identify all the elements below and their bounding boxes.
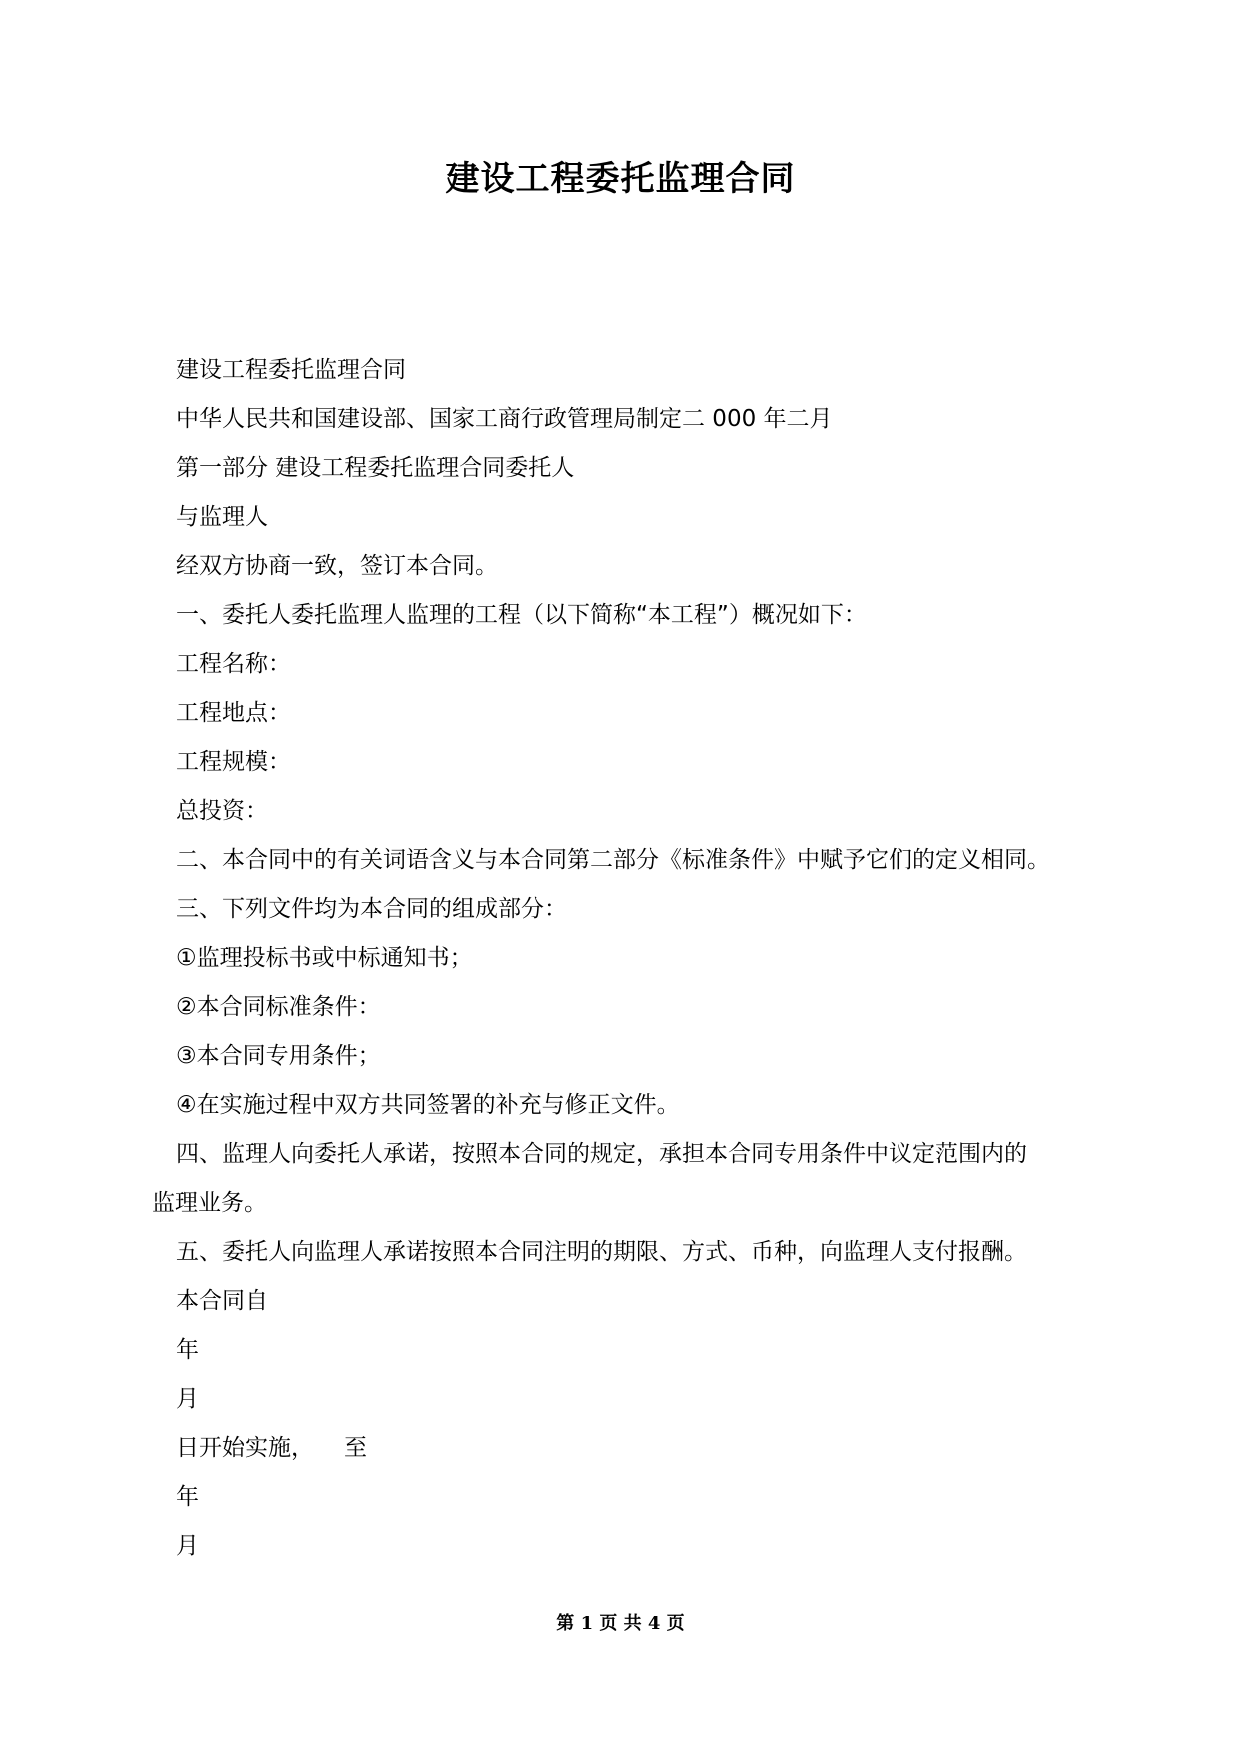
page-number-footer: 第 1 页 共 4 页 — [556, 1613, 685, 1634]
paragraph-clause-1: 一、委托人委托监理人监理的工程（以下简称“本工程”）概况如下： — [176, 602, 867, 628]
document-title: 建设工程委托监理合同 — [445, 159, 796, 199]
list-item-3: ③本合同专用条件； — [176, 1043, 381, 1069]
paragraph-term-effective — [152, 1424, 1092, 1473]
paragraph-clause-4: 四、监理人向委托人承诺，按照本合同的规定，承担本合同专用条件中议定范围内的 — [176, 1141, 1027, 1167]
paragraph-supervisor: 与监理人 — [176, 504, 268, 530]
list-item-4: ④在实施过程中双方共同签署的补充与修正文件。 — [176, 1092, 680, 1118]
field-project-name: 工程名称： — [176, 651, 291, 677]
paragraph-clause-4-continued: 监理业务。 — [152, 1190, 267, 1216]
term-until: 至 — [344, 1435, 367, 1461]
paragraph-agreement: 经双方协商一致，签订本合同。 — [176, 553, 498, 579]
field-project-location: 工程地点： — [176, 700, 291, 726]
term-year-2: 年 — [176, 1484, 199, 1510]
paragraph-term-start: 本合同自 — [176, 1288, 268, 1314]
list-item-1: ①监理投标书或中标通知书； — [176, 945, 473, 971]
term-year-1: 年 — [176, 1337, 199, 1363]
paragraph-clause-3: 三、下列文件均为本合同的组成部分： — [176, 896, 567, 922]
list-item-2: ②本合同标准条件： — [176, 994, 381, 1020]
paragraph-clause-5: 五、委托人向监理人承诺按照本合同注明的期限、方式、币种，向监理人支付报酬。 — [176, 1239, 1027, 1265]
field-project-scale: 工程规模： — [176, 749, 291, 775]
paragraph-part-one: 第一部分 建设工程委托监理合同委托人 — [176, 455, 575, 481]
paragraph-clause-2: 二、本合同中的有关词语含义与本合同第二部分《标准条件》中赋予它们的定义相同。 — [176, 847, 1050, 873]
document-body — [152, 346, 1092, 1571]
term-day-start: 日开始实施， — [176, 1435, 314, 1461]
field-total-investment: 总投资： — [176, 798, 268, 824]
paragraph-heading: 建设工程委托监理合同 — [176, 357, 406, 383]
term-month-2: 月 — [176, 1533, 199, 1559]
paragraph-issuer: 中华人民共和国建设部、国家工商行政管理局制定二 000 年二月 — [176, 406, 833, 432]
term-month-1: 月 — [176, 1386, 199, 1412]
